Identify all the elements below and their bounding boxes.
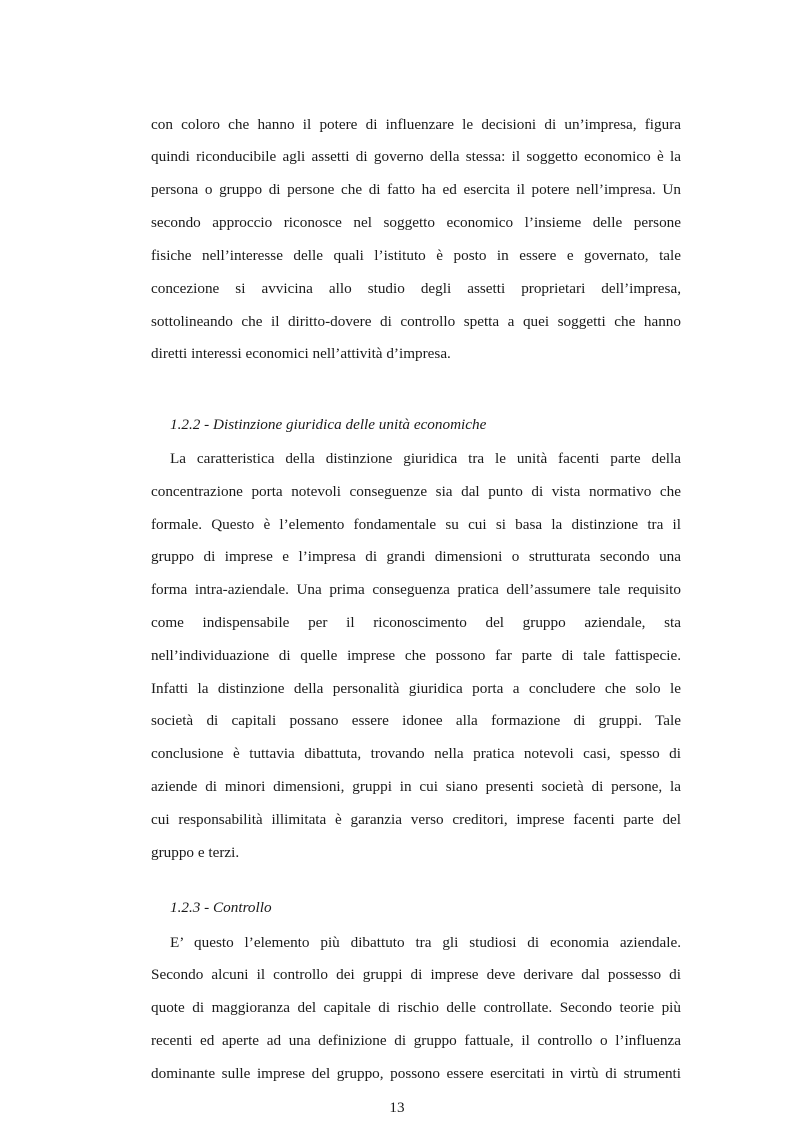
section-heading-1-2-2: 1.2.2 - Distinzione giuridica delle unità economiche <box>170 416 487 433</box>
text-line: diretti interessi economici nell’attività d’impresa. <box>151 345 451 362</box>
text-line: forma intra-aziendale. Una prima conseguenza pratica dell’assumere tale requisito <box>151 581 681 598</box>
text-line: formale. Questo è l’elemento fondamentale su cui si basa la distinzione tra il <box>151 516 681 533</box>
text-line: secondo approccio riconosce nel soggetto economico l’insieme delle persone <box>151 214 681 231</box>
text-line: E’ questo l’elemento più dibattuto tra gli studiosi di economia aziendale. <box>170 934 681 951</box>
text-line: La caratteristica della distinzione giuridica tra le unità facenti parte della <box>170 450 681 467</box>
section-heading-1-2-3: 1.2.3 - Controllo <box>170 899 272 916</box>
text-line: società di capitali possano essere idonee alla formazione di gruppi. Tale <box>151 712 681 729</box>
text-line: Secondo alcuni il controllo dei gruppi di imprese deve derivare dal possesso di <box>151 966 681 983</box>
text-line: Infatti la distinzione della personalità giuridica porta a concludere che solo le <box>151 680 681 697</box>
text-line: gruppo di imprese e l’impresa di grandi dimensioni o strutturata secondo una <box>151 548 681 565</box>
text-line: quindi riconducibile agli assetti di governo della stessa: il soggetto economico è la <box>151 148 681 165</box>
text-line: gruppo e terzi. <box>151 844 240 861</box>
text-line: fisiche nell’interesse delle quali l’istituto è posto in essere e governato, tale <box>151 247 681 264</box>
page-number: 13 <box>389 1099 405 1116</box>
text-line: sottolineando che il diritto-dovere di controllo spetta a quei soggetti che hanno <box>151 313 681 330</box>
text-line: nell’individuazione di quelle imprese che possono far parte di tale fattispecie. <box>151 647 681 664</box>
text-line: persona o gruppo di persone che di fatto ha ed esercita il potere nell’impresa. Un <box>151 181 681 198</box>
text-line: concentrazione porta notevoli conseguenze sia dal punto di vista normativo che <box>151 483 681 500</box>
text-line: dominante sulle imprese del gruppo, possono essere esercitati in virtù di strumenti <box>151 1065 681 1082</box>
text-line: quote di maggioranza del capitale di rischio delle controllate. Secondo teorie più <box>151 999 681 1016</box>
text-line: con coloro che hanno il potere di influenzare le decisioni di un’impresa, figura <box>151 116 681 133</box>
text-line: come indispensabile per il riconoscimento del gruppo aziendale, sta <box>151 614 681 631</box>
text-line: aziende di minori dimensioni, gruppi in cui siano presenti società di persone, la <box>151 778 681 795</box>
text-line: cui responsabilità illimitata è garanzia verso creditori, imprese facenti parte del <box>151 811 681 828</box>
text-line: recenti ed aperte ad una definizione di gruppo fattuale, il controllo o l’influenza <box>151 1032 681 1049</box>
text-line: conclusione è tuttavia dibattuta, trovando nella pratica notevoli casi, spesso di <box>151 745 681 762</box>
text-line: concezione si avvicina allo studio degli assetti proprietari dell’impresa, <box>151 280 681 297</box>
